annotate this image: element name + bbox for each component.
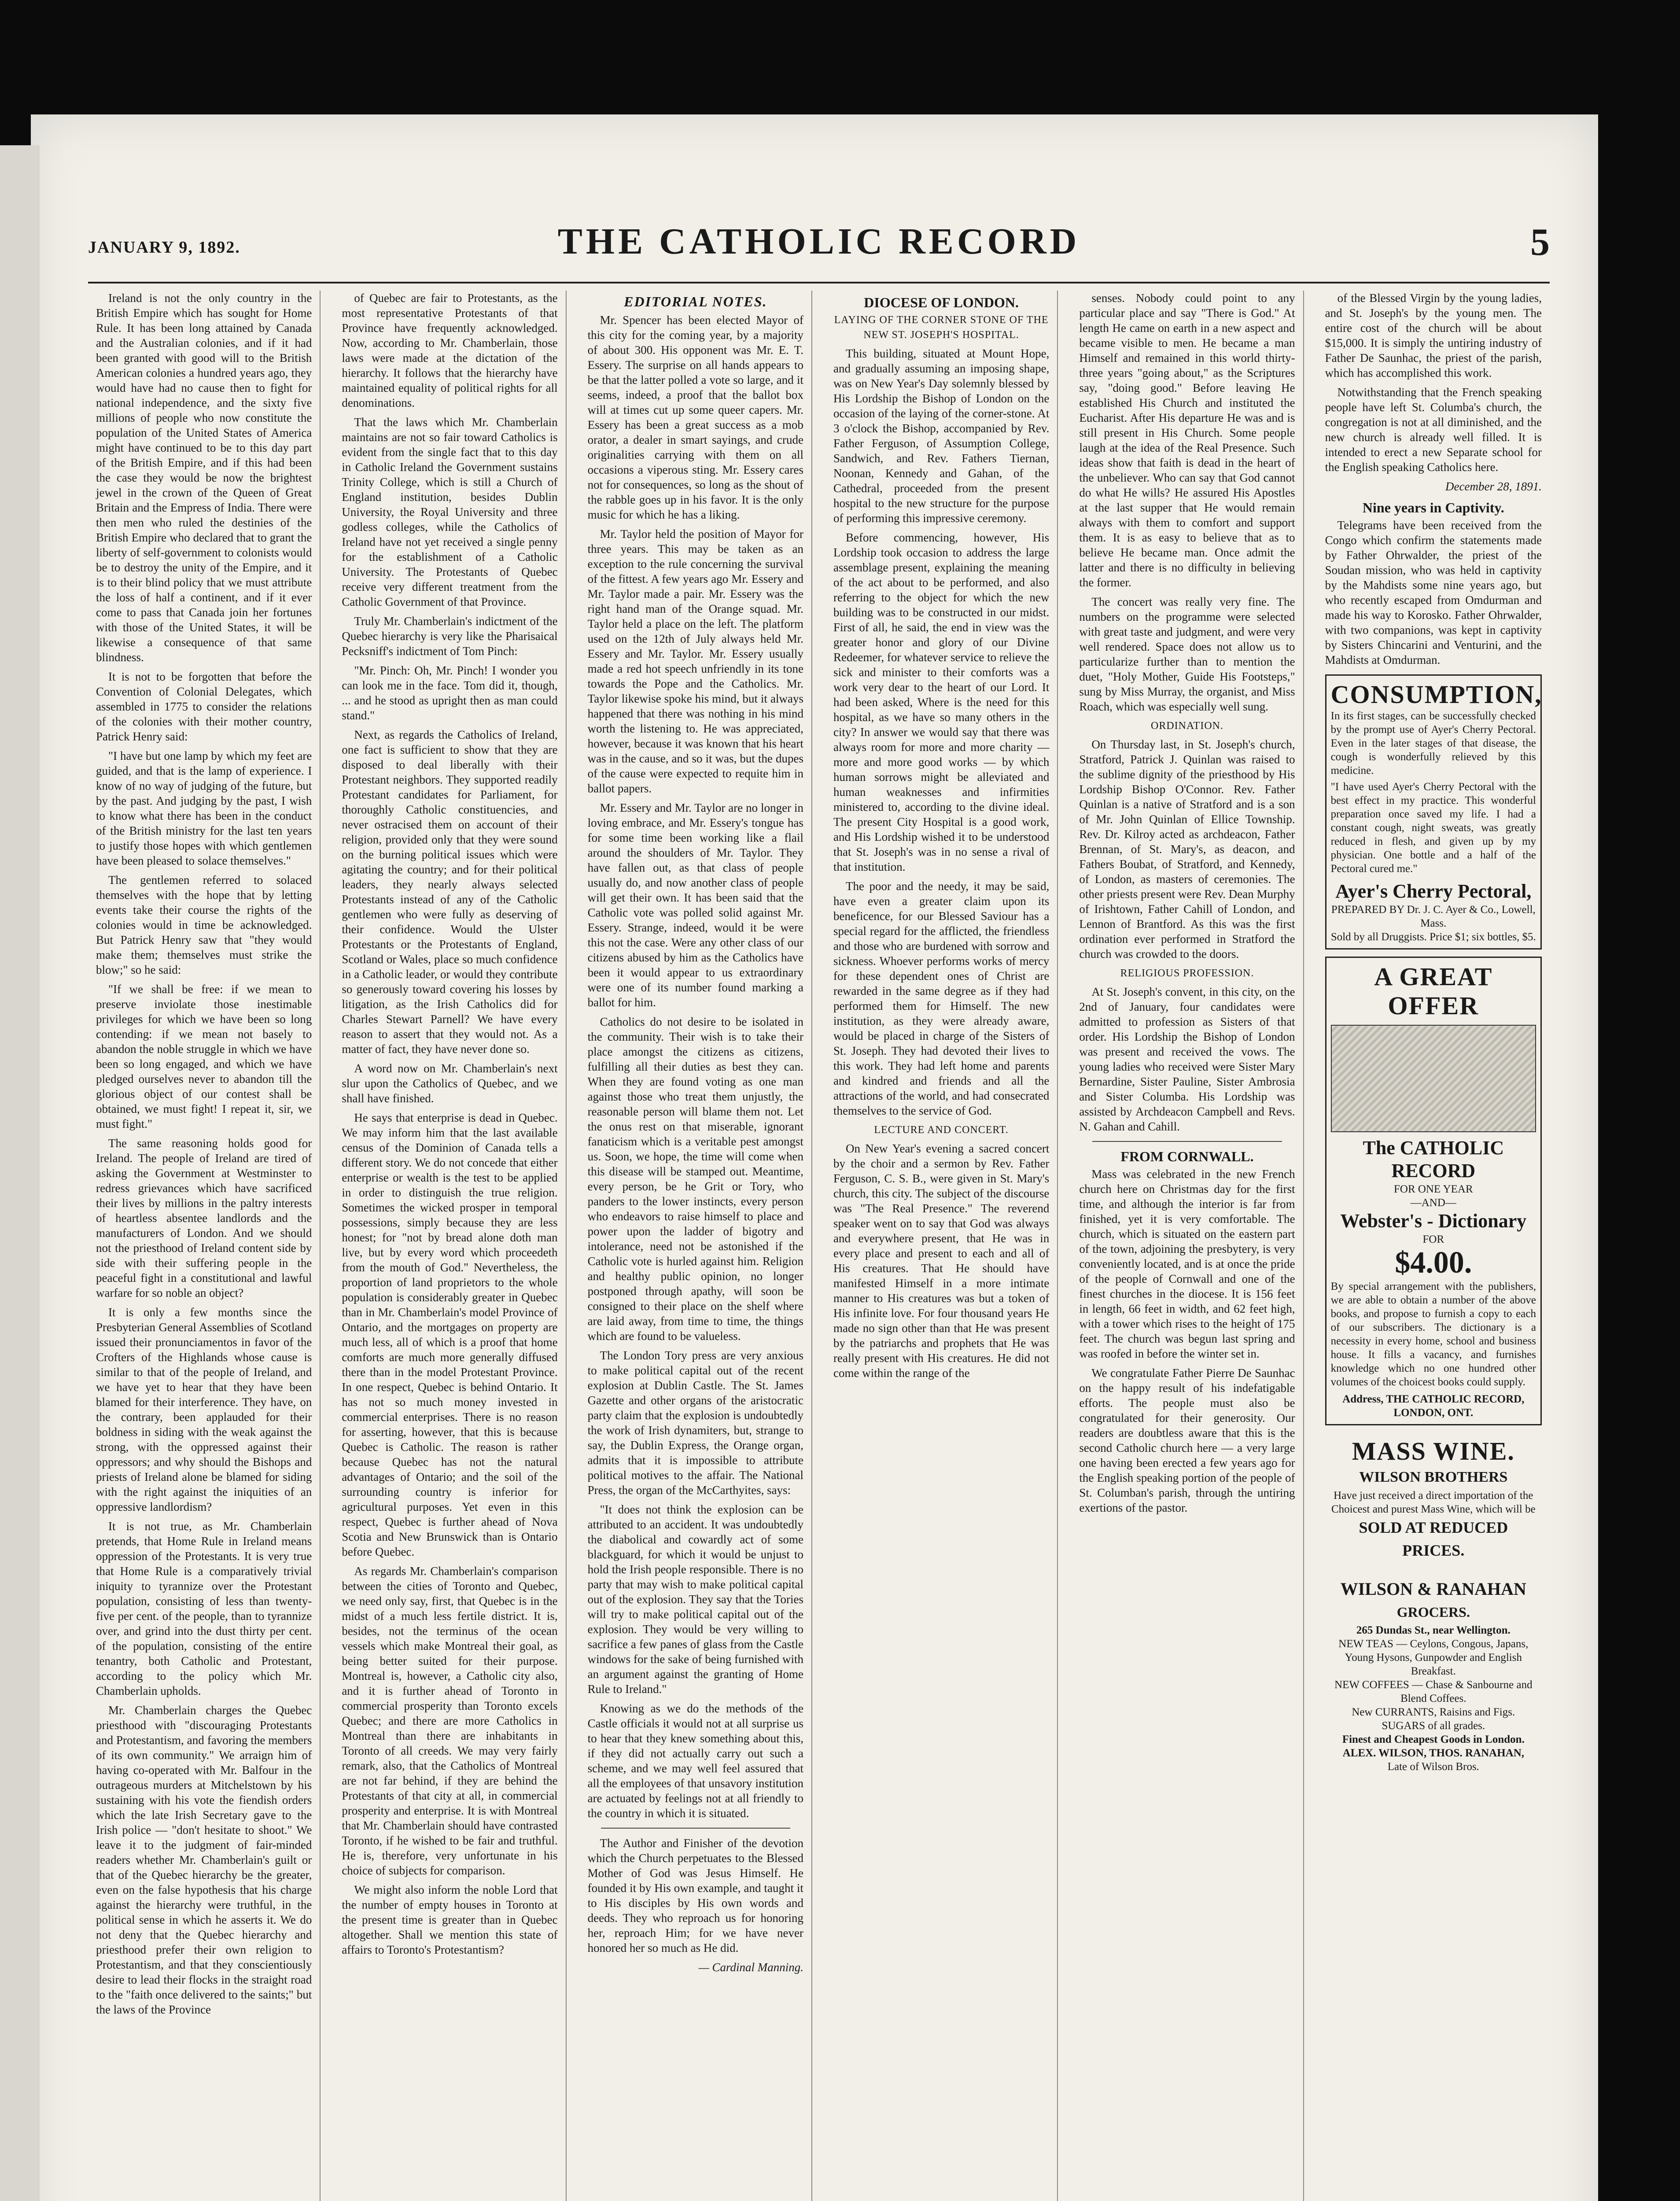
ad-body: Have just received a direct importation of the Choicest and purest Mass Wine, which will be	[1331, 1490, 1536, 1515]
paragraph: senses. Nobody could point to any particular place and say "There is God." At length He came on earth in a new aspect and became visible to men. He became a man Himself and remained in this world thirty-three years "going about," as the Scriptures say, "doing good." Before leaving He established His Church and instituted the Eucharist. After His departure He was and is still present in His Church. Some people laugh at the idea of the Real Presence. Such ideas show that faith is dead in the heart of the unbeliever. Who can say that God cannot do what He wills? He assured His Apostles at the last supper that He would remain always with them to comfort and support them. It is as easy to believe that as to believe He became man. Once admit the latter and there is no difficulty in believing the former.	[1079, 291, 1295, 589]
ad-testimonial: "I have used Ayer's Cherry Pectoral with the best effect in my practice. This wonderful preparation once saved my life. I had a constant cough, night sweats, was greatly reduced in flesh, and given up by my physician. One bottle and a half of the Pectoral cured me."	[1330, 781, 1536, 875]
paragraph: Truly Mr. Chamberlain's indictment of the Quebec hierarchy is very like the Pharisaical Pecksniff's indictment of Tom Pinch:	[342, 615, 558, 658]
ayers-pectoral-advertisement	[1325, 674, 1542, 950]
dateline: December 28, 1891.	[1445, 480, 1542, 493]
paragraph: The poor and the needy, it may be said, have even a greater claim upon its beneficence, for our Blessed Saviour has a special regard for the afflicted, the friendless and those who are burdened with sorrow and sickness. Whoever performs works of mercy for these dependent ones of Christ are rewarded in the same degree as if they had performed them for Himself. The new institution, as they were already aware, would be placed in charge of the Sisters of St. Joseph. They had devoted their lives to this work. They had left home and parents and kindred and friends and all the attractions of the world, and had consecrated themselves to the service of God.	[833, 880, 1050, 1117]
ad-for: FOR	[1422, 1233, 1444, 1245]
paragraph: At St. Joseph's convent, in this city, on the 2nd of January, four candidates were admitted to profession as Sisters of that order. His Lordship the Bishop of London was present and received the vows. The young ladies who received were Sister Mary Bernardine, Sister Pauline, Sister Ambrosia and Sister Columba. His Lordship was assisted by Archdeacon Campbell and Revs. N. Gahan and Cahill.	[1079, 985, 1295, 1133]
paragraph: Notwithstanding that the French speaking people have left St. Columba's church, the congregation is not at all diminished, and the new church is already well filled. It is intended to erect a new Separate school for the English speaking Catholics here.	[1325, 386, 1542, 474]
paragraph: Ireland is not the only country in the British Empire which has sought for Home Rule. It has been long attained by Canada and the Australian colonies, and if it had been granted with good will to the British American colonies a hundred years ago, they would have had no cause then to fight for national independence, and the sixty five millions of people who now constitute the population of the United States of America might have continued to be to this day part of the British Empire, and if this had been the case they would be now the brightest jewel in the crown of the Queen of Great Britain and the Empress of India. There were then men who ruled the destinies of the British Empire who declared that to grant the liberty of self-government to colonists would be to destroy the unity of the Empire, and it is to their blind policy that we must attribute the loss of half a continent, and if it ever come to pass that Canada join her fortunes with those of the United States, it will be likewise a consequence of that same blindness.	[96, 291, 312, 664]
paragraph: Knowing as we do the methods of the Castle officials it would not at all surprise us to hear that they knew something about this, if they did not actually carry out such a scheme, and we may well feel assured that all the employees of that unsavory institution are actuated by feelings not at all friendly to the country in which it is situated.	[587, 1702, 803, 1820]
paragraph: "It does not think the explosion can be attributed to an accident. It was undoubtedly the diabolical and cowardly act of some blackguard, for which it would be unjust to hold the Irish people responsible. There is no party that may wish to make political capital out of the explosion. They say that the Tories will try to make political capital out of the explosion. They would be very willing to sacrifice a few panes of glass from the Castle windows for the sake of being furnished with an argument against the granting of Home Rule to Ireland."	[587, 1503, 803, 1696]
ad-term: FOR ONE YEAR	[1394, 1183, 1473, 1195]
paragraph: of Quebec are fair to Protestants, as the most representative Protestants of that Province have frequently acknowledged. Now, according to Mr. Chamberlain, those laws were made at the dictation of the hierarchy. It follows that the hierarchy have maintained equality of political rights for all denominations.	[342, 291, 558, 409]
dictionary-engraving	[1331, 1025, 1536, 1132]
ad-proprietors: ALEX. WILSON, THOS. RANAHAN,	[1342, 1747, 1524, 1759]
paragraph: Catholics do not desire to be isolated in the community. Their wish is to take their place amongst the citizens as citizens, fulfilling all their duties as best they can. When they are found voting as one man against those who treat them unjustly, the reasonable person will blame them not. Let the onus rest on that miserable, ignorant fanaticism which is a veritable pest amongst us. Soon, we hope, the time will come when this disease will be stamped out. Meantime, every person, be he Grit or Tory, who panders to the lower instincts, every person who endeavors to raise himself to place and power upon the ladder of bigotry and intolerance, need not be astonished if the Catholic vote is hurled against him. Religion and healthy public opinion, no longer postponed through apathy, will soon be consigned to their place on the shelf where are laid away, from time to time, the things which are found to be valueless.	[587, 1015, 803, 1343]
ad-maker: PREPARED BY Dr. J. C. Ayer & Co., Lowell, Mass.	[1331, 904, 1536, 929]
ad-paper-name: The CATHOLIC RECORD	[1363, 1137, 1504, 1181]
ad-item: NEW COFFEES — Chase & Sanbourne and Blend Coffees.	[1334, 1679, 1533, 1704]
paragraph: He says that enterprise is dead in Quebec. We may inform him that the last available census of the Dominion of Canada tells a different story. We do not concede that either enterprise or wealth is the test to be applied in order to distinguish the true religion. Sometimes the wicked prosper in temporal possessions, simply because they are less honest; for "not by bread alone doth man live, but by every word which proceedeth from the mouth of God." Nevertheless, the proportion of land proprietors to the whole population is considerably greater in Quebec than in Mr. Chamberlain's model Province of Ontario, and the mortgages on property are much less, all of which is a proof that home comforts are much more generally diffused there than in the model Protestant Province. In one respect, Quebec is behind Ontario. It has not so much money invested in commercial enterprises. There is no reason for asserting, however, that this is because Quebec is Catholic. The reason is rather because Quebec has not the natural advantages of Ontario; and the soil of the surrounding country is inferior for agricultural purposes. Yet even in this respect, Quebec is further ahead of Nova Scotia and New Brunswick than is Ontario before Quebec.	[342, 1111, 558, 1558]
divider	[601, 1828, 790, 1829]
paragraph: Mr. Essery and Mr. Taylor are no longer in loving embrace, and Mr. Essery's tongue has for some time been working like a flail around the shoulders of Mr. Taylor. They have fallen out, as that class of people usually do, and now another class of people will get their own. It has been said that the Catholic vote was polled solid against Mr. Essery. Strange, indeed, would it be were this not the case. Were any other class of our citizens abused by him as the Catholics have been it would appear to us extraordinary were one of its number found marking a ballot for him.	[587, 801, 803, 1009]
newspaper-title: THE CATHOLIC RECORD	[557, 221, 1080, 262]
paragraph: On New Year's evening a sacred concert by the choir and a sermon by Rev. Father Ferguson, C. S. B., were given in St. Mary's church, this city. The subject of the discourse was "The Real Presence." The reverend speaker went on to say that God was always and everywhere present, that He was in every place and present to each and all of His creatures. That He should have manifested Himself in a more intimate manner to His creatures was but a token of His infinite love. For four thousand years He made no sign other than that He was present by the patriarchs and prophets that He was really present with His creatures. He did not come within the range of the	[833, 1142, 1050, 1380]
paragraph: "I have but one lamp by which my feet are guided, and that is the lamp of experience. I know of no way of judging of the future, but by the past. And judging by the past, I wish to know what there has been in the conduct of the British ministry for the last ten years to justify those hopes with which gentlemen have been pleased to solace themselves."	[96, 749, 312, 867]
mass-wine-advertisement	[1325, 1432, 1542, 1566]
paragraph: The same reasoning holds good for Ireland. The people of Ireland are tired of asking the Government at Westminster to redress grievances which have sacrificed their lives by millions in the paltry interests of heartless absentee landlords and the manufacturers of London. And we should not the priesthood of Ireland content side by side with their suffering people in the peaceful fight in a constitutional and lawful warfare for so noble an object?	[96, 1137, 312, 1299]
ad-item: NEW TEAS — Ceylons, Congous, Japans, Young Hysons, Gunpowder and English Breakfast.	[1338, 1638, 1529, 1677]
adjacent-page-edge	[0, 145, 40, 2201]
ad-note: Late of Wilson Bros.	[1387, 1761, 1479, 1773]
issue-date: JANUARY 9, 1892.	[88, 238, 240, 257]
paragraph: The London Tory press are very anxious to make political capital out of the recent explosion at Dublin Castle. The St. James Gazette and other organs of the aristocratic party claim that the explosion is undoubtedly the work of Irish dynamiters, but, strange to say, the Dublin Express, the Orange organ, admits that it is impossible to attribute political motives to the affair. The National Press, the organ of the McCarthyites, says:	[587, 1349, 803, 1497]
paragraph: Mr. Spencer has been elected Mayor of this city for the coming year, by a majority of about 300. His opponent was Mr. E. T. Essery. The surprise on all hands appears to be that the latter polled a vote so large, and it seems, indeed, a proof that the ballot box will at times cut up some queer capers. Mr. Essery has been a great success as a mob orator, a dealer in smart sayings, and crude originalities carrying with them on all occasions a viperous sting. Mr. Essery cares not for consequences, so long as the shout of the rabble goes up in his favor. It is the only music for which he has a liking.	[587, 313, 803, 521]
quote-attribution: — Cardinal Manning.	[698, 1961, 803, 1974]
paragraph: It is not true, as Mr. Chamberlain pretends, that Home Rule in Ireland means oppression of the Protestants. It is very true that Home Rule is a comparatively trivial iniquity to tyrannize over the Protestant population, consisting of less than twenty-five per cent. of the people, than to tyrannize over, and grind into the dust thirty per cent. of the population, consisting of the entire tenantry, both Catholic and Protestant, according to the policy which Mr. Chamberlain upholds.	[96, 1520, 312, 1697]
ad-headline: A GREAT OFFER	[1374, 962, 1493, 1020]
article-columns	[88, 291, 1550, 2201]
column-6	[1317, 291, 1550, 2201]
paragraph: A word now on Mr. Chamberlain's next slur upon the Catholics of Quebec, and we shall have finished.	[342, 1062, 558, 1105]
paragraph: That the laws which Mr. Chamberlain maintains are not so fair toward Catholics is evident from the single fact that to this day in Catholic Ireland the Government sustains Trinity College, which is still a Church of England institution, besides Dublin University, the Royal University and three godless colleges, while the Catholics of Ireland have not yet received a single penny for the establishment of a Catholic University. The Protestants of Quebec receive very different treatment from the Catholic Government of that Province.	[342, 416, 558, 608]
paragraph: Next, as regards the Catholics of Ireland, one fact is sufficient to show that they are disposed to deal liberally with their Protestant neighbors. They supported readily Protestant candidates for Parliament, for thoroughly Catholic constituencies, and never ostracised them on account of their religion, provided only that they were sound on the burning political issues which were agitating the country; and for their political leaders, they nearly always selected Protestants instead of any of the Catholic gentlemen who were fully as deserving of their confidence. Would the Ulster Protestants or the Protestants of England, Scotland or Wales, place so much confidence in a Catholic leader, or would they contribute so generously toward covering his losses by litigation, as the Irish Catholics did for Charles Stewart Parnell? We have every reason to assert that they would not. As a matter of fact, they have never done so.	[342, 728, 558, 1056]
grocer-advertisement	[1325, 1573, 1542, 1778]
ad-address: Address, THE CATHOLIC RECORD, LONDON, ONT.	[1342, 1393, 1525, 1419]
section-subheading: LECTURE AND CONCERT.	[874, 1124, 1009, 1136]
great-offer-advertisement	[1325, 957, 1542, 1425]
column-4	[825, 291, 1058, 2201]
paragraph: We congratulate Father Pierre De Saunhac on the happy result of his indefatigable efforts. The people must also be congratulated for their generosity. Our readers are doubtless aware that this is the second Catholic church here — a very large one having been erected a few years ago for the English speaking portion of the people of St. Columban's parish, through the untiring exertions of the pastor.	[1079, 1366, 1295, 1514]
paragraph: The gentlemen referred to solaced themselves with the hope that by letting events take their course the rights of the colonies would in time be acknowledged. But Patrick Henry saw that "they would make them; themselves must strike the blow;" so he said:	[96, 873, 312, 976]
paragraph: Mass was celebrated in the new French church here on Christmas day for the first time, and although the interior is far from finished, yet it is very comfortable. The church, which is situated on the eastern part of the town, adjoining the presbytery, is very conveniently located, and is at once the pride of the people of Cornwall and one of the finest churches in the diocese. It is 156 feet in length, 66 feet in width, and 62 feet high, with a tower which rises to the height of 175 feet. The church was begun last spring and was roofed in before the winter set in.	[1079, 1167, 1295, 1360]
ad-price: $4.00.	[1395, 1246, 1472, 1280]
paragraph: It is not to be forgotten that before the Convention of Colonial Delegates, which assembled in 1775 to consider the relations of the colonies with their mother country, Patrick Henry said:	[96, 670, 312, 743]
section-subheading: ORDINATION.	[1151, 720, 1223, 732]
ad-headline: CONSUMPTION,	[1330, 680, 1542, 709]
paragraph: It is only a few months since the Presbyterian General Assemblies of Scotland issued their pronunciamentos in favor of the Crofters of the Highlands whose cause is similar to that of the people of Ireland, and we have yet to hear that they have been blamed for their interference. They have, on the contrary, been applauded for their boldness in siding with the weak against the strong, with the oppressed against their oppressors; and why should the Bishops and priests of Ireland alone be blamed for siding with the right against the iniquities of an oppressive landlordism?	[96, 1306, 312, 1513]
page-number: 5	[1530, 221, 1550, 264]
paragraph: of the Blessed Virgin by the young ladies, and St. Joseph's by the young men. The entire cost of the church will be about $15,000. It is simply the untiring industry of Father De Saunhac, the priest of the parish, which has accomplished this work.	[1325, 291, 1542, 379]
section-heading: Nine years in Captivity.	[1362, 500, 1504, 515]
ad-item: New CURRANTS, Raisins and Figs.	[1352, 1706, 1515, 1718]
column-3	[580, 291, 812, 2201]
paragraph: Mr. Taylor held the position of Mayor for three years. This may be taken as an exception to the rule concerning the survival of the fittest. A few years ago Mr. Essery and Mr. Taylor made a pair. Mr. Essery was the right hand man of the Orange squad. Mr. Taylor held a place on the left. The platform used on the 12th of July always held Mr. Essery and Mr. Taylor. Mr. Essery usually made a red hot speech unfriendly in its tone towards the Pope and the Catholics. Mr. Taylor likewise spoke his mind, but it always happened that there was nothing in his mind worth the listening to. He was appreciated, however, because it was known that his heart was in the cause, and so it was, but the dupes of the cause were expected to requite him in ballot papers.	[587, 527, 803, 795]
paragraph: Telegrams have been received from the Congo which confirm the statements made by Father Ohrwalder, the priest of the Soudan mission, who was held in captivity by the Mahdists some nine years ago, but who recently escaped from Omdurman and made his way to Korosko. Father Ohrwalder, with two companions, was kept in captivity by Sisters Chincarini and Venturini, and the Mahdists at Omdurman.	[1325, 519, 1542, 666]
masthead	[88, 220, 1550, 277]
ad-trade: GROCERS.	[1396, 1604, 1470, 1620]
ad-tagline: Finest and Cheapest Goods in London.	[1342, 1734, 1525, 1745]
section-heading: DIOCESE OF LONDON.	[864, 294, 1019, 310]
paragraph: The concert was really very fine. The numbers on the programme were selected with great taste and judgment, and were very well rendered. Space does not allow us to particularize further than to mention the duet, "Holy Mother, Guide His Footsteps," sung by Miss Murray, the organist, and Miss Roach, which was especially well sung.	[1079, 595, 1295, 713]
ad-body: In its first stages, can be successfully checked by the prompt use of Ayer's Cherry Pectoral. Even in the later stages of that disease, the cough is wonderfully relieved by this medicine.	[1330, 710, 1536, 777]
section-subheading: RELIGIOUS PROFESSION.	[1120, 968, 1254, 979]
column-5	[1071, 291, 1304, 2201]
column-1	[88, 291, 321, 2201]
paragraph: We might also inform the noble Lord that the number of empty houses in Toronto at the present time is greater than in Quebec altogether. Shall we mention this state of affairs to Toronto's Protestantism?	[342, 1883, 558, 1956]
section-subheading: LAYING OF THE CORNER STONE OF THE NEW ST. JOSEPH'S HOSPITAL.	[834, 314, 1049, 341]
column-2	[334, 291, 566, 2201]
paragraph: Before commencing, however, His Lordship took occasion to address the large assemblage present, explaining the meaning of the act about to be performed, and also referring to the object for which the new building was to be constructed in our midst. First of all, he said, the end in view was the greater honor and glory of our Divine Redeemer, for whatever service to relieve the sick and minister to their comforts was a work very dear to the heart of our Lord. It had been asked, Where is the need for this hospital, as we have so many others in the city? In answer we would say that there was always room for more and more charity — more and more good works — by which human sorrows might be alleviated and human weaknesses and infirmities ministered to, according to the divine ideal. The present City Hospital is a good work, and His Lordship wished it to be understood that St. Joseph's was in no sense a rival of that institution.	[833, 531, 1050, 873]
paragraph: "Mr. Pinch: Oh, Mr. Pinch! I wonder you can look me in the face. Tom did it, though, ... and he stood as upright then as man could stand."	[342, 664, 558, 722]
paragraph: The Author and Finisher of the devotion which the Church perpetuates to the Blessed Mother of God was Jesus Himself. He founded it by His own example, and taught it to His disciples by His own words and deeds. They who reproach us for honoring her, reproach Him; for we have never honored her so much as He did.	[587, 1837, 803, 1954]
ad-body: By special arrangement with the publishers, we are able to obtain a number of the above books, and propose to furnish a copy to each of our subscribers. The dictionary is a necessity in every home, school and business house. It fills a vacancy, and furnishes knowledge which no one hundred other volumes of the choicest books could supply.	[1330, 1281, 1536, 1388]
masthead-rule	[88, 282, 1550, 283]
ad-dictionary-name: Webster's - Dictionary	[1340, 1210, 1527, 1232]
paragraph: Mr. Chamberlain charges the Quebec priesthood with "discouraging Protestants and Protestantism, and favoring the members of its own community." We arraign him of having co-operated with Mr. Balfour in the outrageous murders at Mitchelstown by his sustaining with his vote the fiendish orders which the late Irish Secretary gave to the Irish police — "don't hesitate to shoot." We leave it to the judgment of fair-minded readers whether Mr. Chamberlain's guilt or that of the Quebec hierarchy be the greater, even on the false hypothesis that his charge against the hierarchy were truthful, in the political sense in which he asserts it. We do not deny that the Quebec hierarchy and priesthood prefer their own religion to Protestantism, and that they conscientiously desire to lead their flocks in the straight road to the "faith once delivered to the saints;" but the laws of the Province	[96, 1704, 312, 2016]
paragraph: As regards Mr. Chamberlain's comparison between the cities of Toronto and Quebec, we need only say, first, that Quebec is in the midst of a much less fertile district. It is, besides, not the terminus of the ocean vessels which make Montreal their goal, as being better suited for their purpose. Montreal is, however, a Catholic city also, and it is further ahead of Toronto in commercial prosperity than Toronto excels Quebec; and there are more Catholics in Montreal than there are inhabitants in Toronto of all creeds. We may very fairly remark, also, that the Catholics of Montreal are not far behind, if they are behind the Protestants of that city at all, in commercial prosperity and enterprise. It is with Montreal that Mr. Chamberlain should have contrasted Toronto, if he wished to be fair and truthful. He is, therefore, very unfortunate in his choice of subjects for comparison.	[342, 1564, 558, 1877]
ad-address: 265 Dundas St., near Wellington.	[1356, 1624, 1511, 1636]
ad-and: —AND—	[1410, 1197, 1456, 1209]
divider	[1092, 1141, 1282, 1142]
paragraph: This building, situated at Mount Hope, and gradually assuming an imposing shape, was on New Year's Day solemnly blessed by His Lordship the Bishop of London on the occasion of the laying of the corner-stone. At 3 o'clock the Bishop, accompanied by Rev. Father Ferguson, of Assumption College, Sandwich, and Rev. Fathers Tiernan, Noonan, Kennedy and Gahan, of the Cathedral, proceeded from the present hospital to the new structure for the purpose of performing this impressive ceremony.	[833, 347, 1050, 525]
paragraph: On Thursday last, in St. Joseph's church, Stratford, Patrick J. Quinlan was raised to the sublime dignity of the priesthood by His Lordship Bishop O'Connor. Rev. Father Quinlan is a native of Stratford and is a son of Mr. John Quinlan of Ellice Township. Rev. Dr. Kilroy acted as archdeacon, Father Brennan, of St. Mary's, as deacon, and Fathers Boubat, of Stratford, and Kennedy, of London, as masters of ceremonies. The other priests present were Rev. Dean Murphy of Irishtown, Father Cahill of London, and Lennon of Brantford. As this was the first ordination ever performed in Stratford the church was crowded to the doors.	[1079, 738, 1295, 961]
paragraph: "If we shall be free: if we mean to preserve inviolate those inestimable privileges for which we have been so long contending: if we mean not basely to abandon the noble struggle in which we have been so long engaged, and which we have pledged ourselves never to abandon till the glorious object of our contest shall be obtained, we must fight! I repeat it, sir, we must fight."	[96, 983, 312, 1130]
ad-company: WILSON & RANAHAN	[1340, 1579, 1526, 1599]
ad-offer: SOLD AT REDUCED PRICES.	[1359, 1519, 1508, 1559]
section-heading: EDITORIAL NOTES.	[624, 294, 767, 309]
section-heading: FROM CORNWALL.	[1120, 1148, 1254, 1164]
ad-sold-by: Sold by all Druggists. Price $1; six bottles, $5.	[1330, 931, 1536, 943]
ad-company: WILSON BROTHERS	[1359, 1469, 1508, 1485]
ad-headline: MASS WINE.	[1352, 1437, 1515, 1465]
ad-item: SUGARS of all grades.	[1382, 1720, 1485, 1732]
ad-brand: Ayer's Cherry Pectoral,	[1335, 880, 1532, 902]
